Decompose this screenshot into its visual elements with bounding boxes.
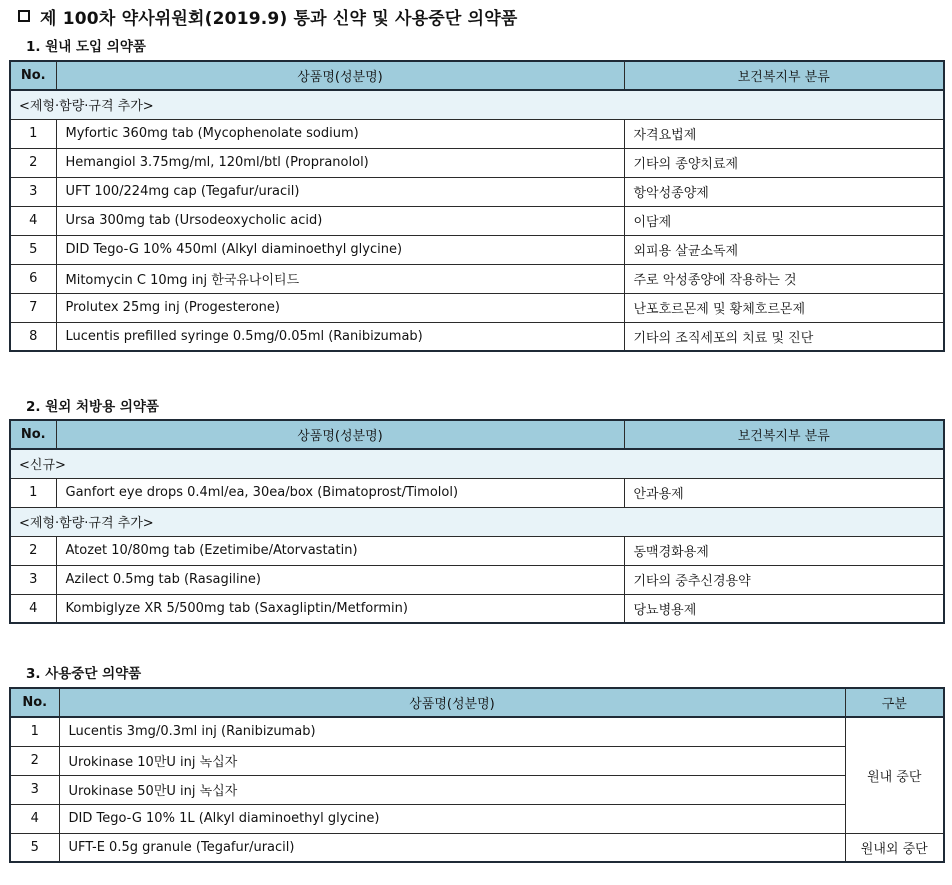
col-header-no: No. <box>10 61 56 90</box>
classification: 기타의 조직세포의 치료 및 진단 <box>624 322 944 351</box>
table-row <box>10 594 944 623</box>
table-row <box>10 206 944 235</box>
table-row <box>10 478 944 507</box>
group-row <box>10 507 944 536</box>
col-header-category: 구분 <box>845 688 944 717</box>
page-title <box>6 2 517 30</box>
product-name: Kombiglyze XR 5/500mg tab (Saxagliptin/Metformin) <box>56 594 624 623</box>
col-header-no: No. <box>10 688 59 717</box>
row-number: 4 <box>10 206 56 235</box>
col-header-product: 상품명(성분명) <box>56 420 624 449</box>
classification: 기타의 중추신경용약 <box>624 565 944 594</box>
classification: 동맥경화용제 <box>624 536 944 565</box>
row-number: 5 <box>10 235 56 264</box>
classification: 안과용제 <box>624 478 944 507</box>
section-3-title: 3. 사용중단 의약품 <box>26 666 142 682</box>
table-row <box>10 775 944 804</box>
product-name: Atozet 10/80mg tab (Ezetimibe/Atorvastatin) <box>56 536 624 565</box>
discontinue-category: 원내 중단 <box>845 717 944 833</box>
classification: 외피용 살균소독제 <box>624 235 944 264</box>
row-number: 5 <box>10 833 59 862</box>
row-number: 1 <box>10 478 56 507</box>
product-name: Lucentis 3mg/0.3ml inj (Ranibizumab) <box>59 717 845 746</box>
col-header-product: 상품명(성분명) <box>59 688 845 717</box>
classification: 난포호르몬제 및 황체호르몬제 <box>624 293 944 322</box>
product-name: UFT-E 0.5g granule (Tegafur/uracil) <box>59 833 845 862</box>
product-name: Azilect 0.5mg tab (Rasagiline) <box>56 565 624 594</box>
table-row <box>10 565 944 594</box>
classification: 당뇨병용제 <box>624 594 944 623</box>
classification: 기타의 종양치료제 <box>624 148 944 177</box>
product-name: Ursa 300mg tab (Ursodeoxycholic acid) <box>56 206 624 235</box>
classification: 자격요법제 <box>624 119 944 148</box>
discontinue-category: 원내외 중단 <box>845 833 944 862</box>
row-number: 2 <box>10 148 56 177</box>
table-header-row <box>10 61 944 90</box>
section-2-table <box>9 419 945 624</box>
table-row <box>10 717 944 746</box>
product-name: Mitomycin C 10mg inj 한국유나이티드 <box>56 264 624 293</box>
group-label: <제형·함량·규격 추가> <box>10 507 944 536</box>
table-row <box>10 177 944 206</box>
product-name: Urokinase 50만U inj 녹십자 <box>59 775 845 804</box>
product-name: Myfortic 360mg tab (Mycophenolate sodium) <box>56 119 624 148</box>
section-3-table <box>9 687 945 863</box>
table-row <box>10 119 944 148</box>
checkbox-bullet-icon <box>18 10 30 22</box>
table-row <box>10 746 944 775</box>
table-row <box>10 322 944 351</box>
section-2-title: 2. 원외 처방용 의약품 <box>26 399 159 415</box>
product-name: Ganfort eye drops 0.4ml/ea, 30ea/box (Bimatoprost/Timolol) <box>56 478 624 507</box>
section-1-table <box>9 60 945 352</box>
table-header-row <box>10 688 944 717</box>
group-label: <신규> <box>10 449 944 478</box>
row-number: 1 <box>10 119 56 148</box>
col-header-product: 상품명(성분명) <box>56 61 624 90</box>
row-number: 3 <box>10 565 56 594</box>
row-number: 2 <box>10 746 59 775</box>
product-name: Prolutex 25mg inj (Progesterone) <box>56 293 624 322</box>
product-name: UFT 100/224mg cap (Tegafur/uracil) <box>56 177 624 206</box>
classification: 항악성종양제 <box>624 177 944 206</box>
row-number: 3 <box>10 177 56 206</box>
table-row <box>10 264 944 293</box>
group-label: <제형·함량·규격 추가> <box>10 90 944 119</box>
product-name: DID Tego-G 10% 1L (Alkyl diaminoethyl glycine) <box>59 804 845 833</box>
product-name: DID Tego-G 10% 450ml (Alkyl diaminoethyl glycine) <box>56 235 624 264</box>
row-number: 2 <box>10 536 56 565</box>
row-number: 3 <box>10 775 59 804</box>
row-number: 8 <box>10 322 56 351</box>
col-header-classification: 보건복지부 분류 <box>624 420 944 449</box>
table-row <box>10 293 944 322</box>
section-1-title: 1. 원내 도입 의약품 <box>26 39 146 55</box>
product-name: Urokinase 10만U inj 녹십자 <box>59 746 845 775</box>
row-number: 4 <box>10 804 59 833</box>
classification: 주로 악성종양에 작용하는 것 <box>624 264 944 293</box>
product-name: Hemangiol 3.75mg/ml, 120ml/btl (Propranolol) <box>56 148 624 177</box>
table-row <box>10 235 944 264</box>
page-title-text: 제 100차 약사위원회(2019.9) 통과 신약 및 사용중단 의약품 <box>40 8 518 29</box>
table-row <box>10 536 944 565</box>
table-row <box>10 833 944 862</box>
col-header-classification: 보건복지부 분류 <box>624 61 944 90</box>
group-row <box>10 90 944 119</box>
table-header-row <box>10 420 944 449</box>
product-name: Lucentis prefilled syringe 0.5mg/0.05ml (Ranibizumab) <box>56 322 624 351</box>
row-number: 1 <box>10 717 59 746</box>
row-number: 4 <box>10 594 56 623</box>
row-number: 6 <box>10 264 56 293</box>
col-header-no: No. <box>10 420 56 449</box>
table-row <box>10 148 944 177</box>
table-row <box>10 804 944 833</box>
row-number: 7 <box>10 293 56 322</box>
classification: 이담제 <box>624 206 944 235</box>
group-row <box>10 449 944 478</box>
